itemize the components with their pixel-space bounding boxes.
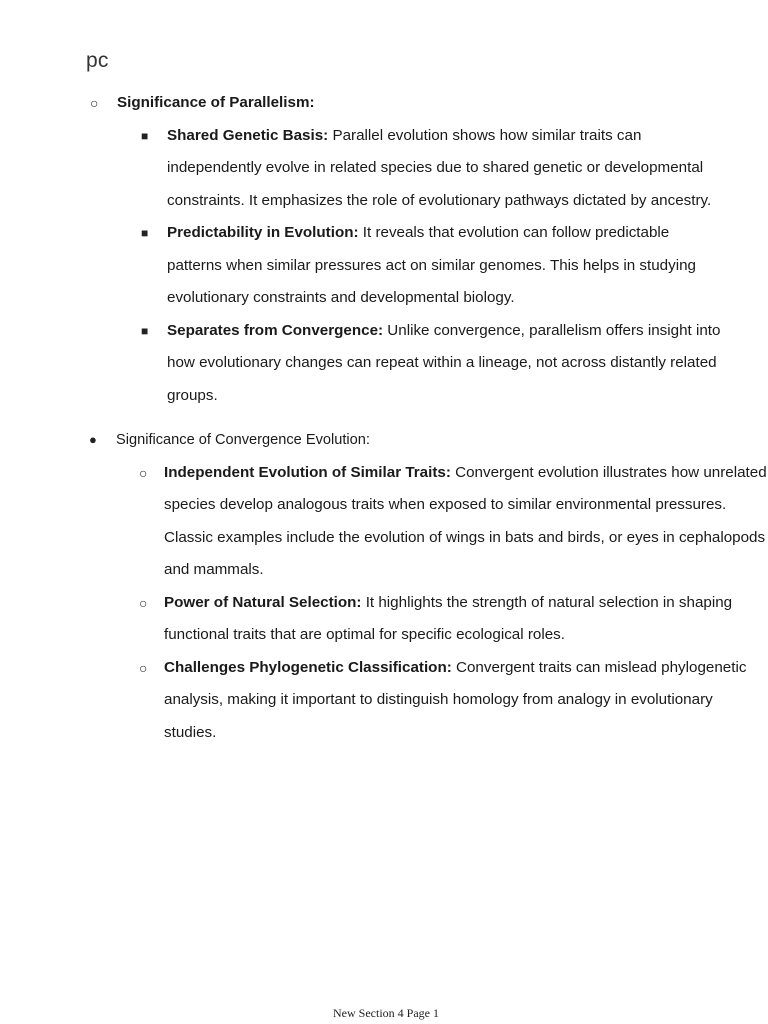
list-item-line: and mammals.	[164, 561, 264, 578]
list-item	[0, 652, 768, 750]
list-item-term: Independent Evolution of Similar Traits:	[164, 463, 451, 481]
page-title: pc	[86, 49, 109, 72]
hollow-circle-bullet-icon: ○	[139, 464, 148, 481]
hollow-circle-bullet-icon: ○	[139, 594, 148, 611]
list-item	[0, 587, 768, 652]
list-item-line: Classic examples include the evolution of wings in bats and birds, or eyes in cephalopods	[164, 528, 766, 546]
hollow-circle-bullet-icon: ○	[90, 95, 99, 111]
section-parallelism	[0, 87, 768, 412]
list-item-line: Power of Natural Selection: It highlights the strength of natural selection in shaping	[164, 593, 733, 611]
list-item-line: studies.	[164, 723, 217, 741]
list-item-line: Independent Evolution of Similar Traits: Convergent evolution illustrates how unrelated	[164, 463, 767, 481]
list-item-line: Predictability in Evolution: It reveals that evolution can follow predictable	[167, 224, 670, 241]
list-item	[0, 315, 768, 413]
section-heading-row	[0, 87, 768, 120]
list-item-line: Challenges Phylogenetic Classification: Convergent traits can mislead phylogenetic	[164, 658, 747, 676]
list-item-term: Power of Natural Selection:	[164, 593, 362, 611]
list-item-term: Separates from Convergence:	[167, 321, 384, 339]
section-convergence	[0, 424, 768, 749]
list-item-term: Challenges Phylogenetic Classification:	[164, 658, 452, 676]
list-item-line: evolutionary constraints and developmental biology.	[167, 289, 515, 306]
list-item-line: Shared Genetic Basis: Parallel evolution shows how similar traits can	[167, 126, 642, 144]
list-item-line: patterns when similar pressures act on similar genomes. This helps in studying	[167, 256, 696, 274]
list-item-line: Separates from Convergence: Unlike convergence, parallelism offers insight into	[167, 321, 721, 339]
list-item-term: Predictability in Evolution:	[167, 224, 359, 241]
list-item-term: Shared Genetic Basis:	[167, 126, 329, 144]
page-footer: New Section 4 Page 1	[333, 1006, 439, 1020]
disc-bullet-icon: ●	[89, 432, 97, 447]
section-heading: Significance of Parallelism:	[117, 94, 315, 111]
list-item-line: functional traits that are optimal for specific ecological roles.	[164, 626, 565, 643]
list-item-line: groups.	[167, 386, 218, 404]
list-item-line: constraints. It emphasizes the role of evolutionary pathways dictated by ancestry.	[167, 191, 712, 209]
hollow-circle-bullet-icon: ○	[139, 659, 148, 676]
list-item	[0, 457, 768, 587]
section-heading: Significance of Convergence Evolution:	[116, 432, 370, 448]
list-item	[0, 217, 768, 315]
square-bullet-icon: ■	[141, 128, 149, 143]
list-item-line: how evolutionary changes can repeat within a lineage, not across distantly related	[167, 354, 717, 371]
square-bullet-icon: ■	[141, 226, 149, 240]
list-item-line: analysis, making it important to distinguish homology from analogy in evolutionary	[164, 691, 713, 708]
list-item-line: species develop analogous traits when exposed to similar environmental pressures.	[164, 496, 727, 513]
list-item-line: independently evolve in related species due to shared genetic or developmental	[167, 159, 704, 176]
square-bullet-icon: ■	[141, 323, 149, 338]
section-heading-row	[0, 424, 768, 457]
list-item	[0, 120, 768, 218]
